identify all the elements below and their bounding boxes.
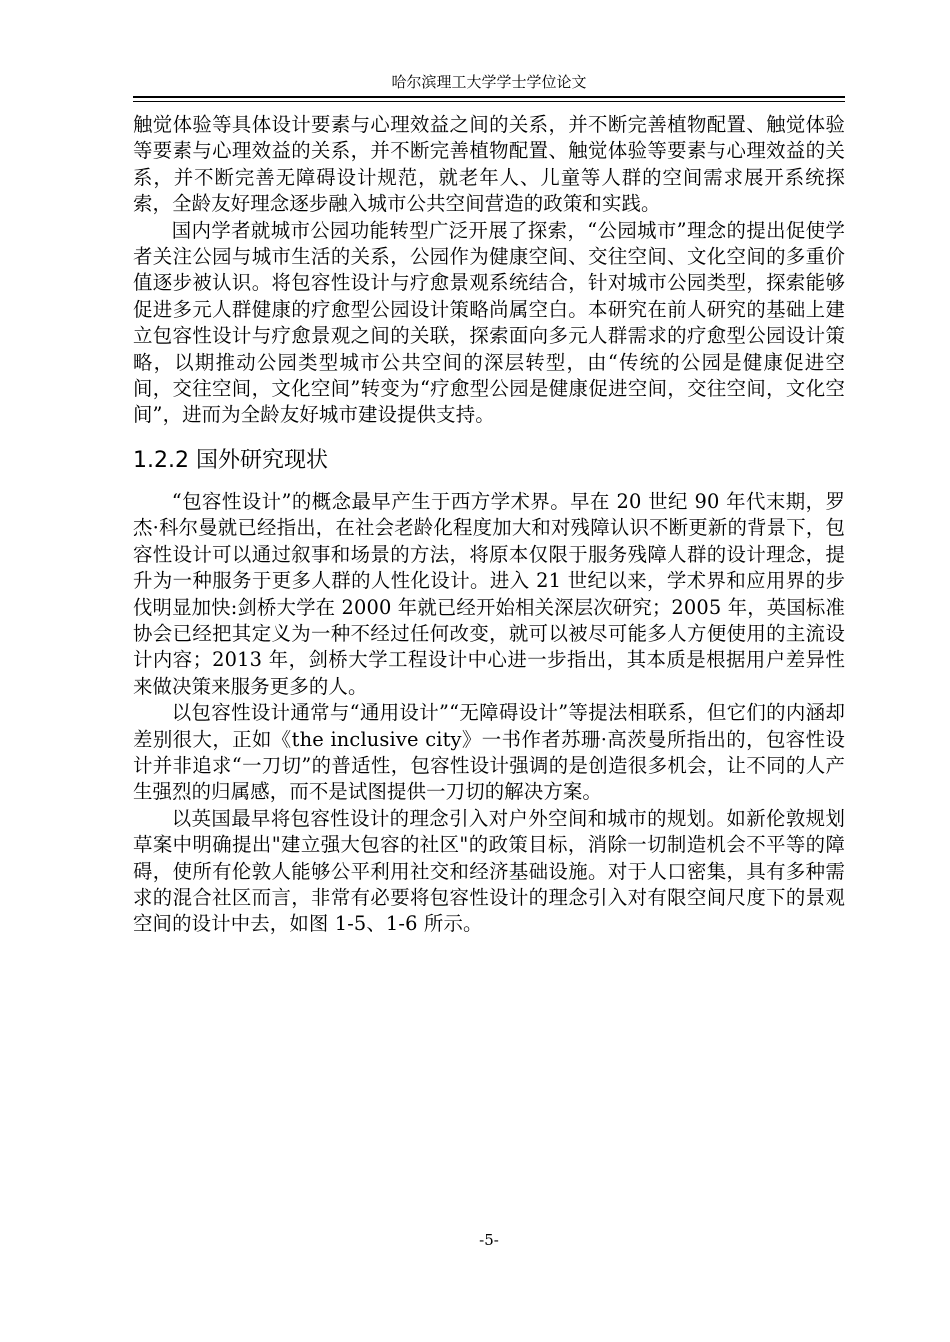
page-number: -5- bbox=[479, 1231, 499, 1249]
paragraph-universal-design: 以包容性设计通常与“通用设计”“无障碍设计”等提法相联系，但它们的内涵却差别很大，正如《the inclusive city》一书作者苏珊·高茨曼所指出的，包容性设计并非追求“一刀切”的普适性，包容性设计强调的是创造很多机会，让不同的人产生强烈的归属感，而不是试图提供一刀切的解决方案。 bbox=[133, 701, 845, 804]
header-rule-thin bbox=[133, 101, 845, 102]
body-text bbox=[133, 112, 845, 938]
section-heading: 1.2.2 国外研究现状 bbox=[133, 447, 328, 473]
paragraph-continued: 触觉体验等具体设计要素与心理效益之间的关系，并不断完善植物配置、触觉体验等要素与心理效益的关系，并不断完善植物配置、触觉体验等要素与心理效益的关系，并不断完善无障碍设计规范，就老年人、儿童等人群的空间需求展开系统探索，全龄友好理念逐步融入城市公共空间营造的政策和实践。 bbox=[133, 113, 845, 216]
paragraph-inclusive-origin: “包容性设计”的概念最早产生于西方学术界。早在 20 世纪 90 年代末期，罗杰·科尔曼就已经指出，在社会老龄化程度加大和对残障认识不断更新的背景下，包容性设计可以通过叙事和场景的方法，将原本仅限于服务残障人群的设计理念，提升为一种服务于更多人群的人性化设计。进入 21 世纪以来，学术界和应用界的步伐明显加快:剑桥大学在 2000 年就已经开始相关深层次研究；2005 年，英国标准协会已经把其定义为一种不经过任何改变，就可以被尽可能多人方便使用的主流设计内容；2013 年，剑桥大学工程设计中心进一步指出，其本质是根据用户差异性来做决策来服务更多的人。 bbox=[133, 489, 845, 698]
header-rule-thick bbox=[133, 96, 845, 98]
paragraph-uk-planning: 以英国最早将包容性设计的理念引入对户外空间和城市的规划。如新伦敦规划草案中明确提出"建立强大包容的社区"的政策目标，消除一切制造机会不平等的障碍，使所有伦敦人能够公平利用社交和经济基础设施。对于人口密集，具有多种需求的混合社区而言，非常有必要将包容性设计的理念引入对有限空间尺度下的景观空间的设计中去，如图 1-5、1-6 所示。 bbox=[133, 806, 845, 936]
running-header: 哈尔滨理工大学学士学位论文 bbox=[391, 73, 587, 91]
paragraph-domestic-research: 国内学者就城市公园功能转型广泛开展了探索，“公园城市”理念的提出促使学者关注公园与城市生活的关系，公园作为健康空间、交往空间、文化空间的多重价值逐步被认识。将包容性设计与疗愈景观系统结合，针对城市公园类型，探索能够促进多元人群健康的疗愈型公园设计策略尚属空白。本研究在前人研究的基础上建立包容性设计与疗愈景观之间的关联，探索面向多元人群需求的疗愈型公园设计策略，以期推动公园类型城市公共空间的深层转型，由“传统的公园是健康促进空间，交往空间，文化空间”转变为“疗愈型公园是健康促进空间，交往空间，文化空间”，进而为全龄友好城市建设提供支持。 bbox=[133, 218, 845, 427]
